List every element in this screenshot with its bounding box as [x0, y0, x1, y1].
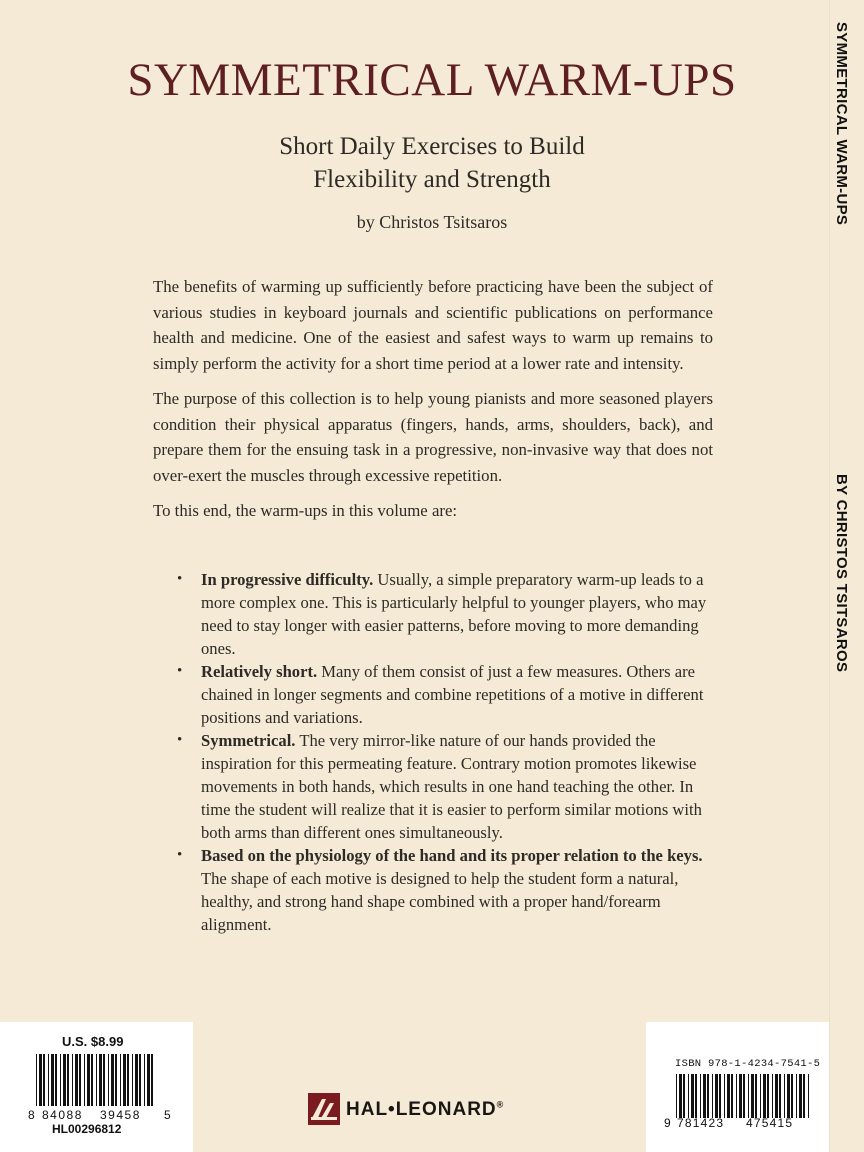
barcode-bar — [103, 1054, 105, 1106]
barcode-bar — [803, 1074, 805, 1118]
barcode-bar — [151, 1054, 153, 1106]
bullet-icon: • — [177, 571, 183, 587]
barcode-bar — [144, 1054, 145, 1106]
ean-first-digit: 9 — [664, 1116, 671, 1130]
barcode-bar — [99, 1054, 102, 1106]
barcode-bar — [79, 1054, 81, 1106]
barcode-bar — [707, 1074, 709, 1118]
upc-right-digits: 39458 — [100, 1108, 141, 1122]
barcode-bar — [739, 1074, 742, 1118]
barcode-bar — [60, 1054, 61, 1106]
isbn-label: ISBN 978-1-4234-7541-5 — [675, 1058, 821, 1070]
barcode-bar — [772, 1074, 773, 1118]
item-code: HL00296812 — [52, 1122, 122, 1136]
feature-heading: Relatively short. — [201, 662, 318, 681]
barcode-bar — [691, 1074, 694, 1118]
hal-leonard-logo-icon — [308, 1093, 340, 1125]
barcode-bar — [96, 1054, 97, 1106]
subtitle-line-2: Flexibility and Strength — [313, 166, 551, 193]
barcode-bar — [755, 1074, 757, 1118]
barcode-bar — [767, 1074, 769, 1118]
barcode-bar — [808, 1074, 809, 1118]
description-paragraph-3: To this end, the warm-ups in this volume are: — [153, 501, 458, 520]
barcode-bar — [779, 1074, 781, 1118]
barcode-bar — [91, 1054, 93, 1106]
barcode-bar — [775, 1074, 778, 1118]
barcode-bar — [43, 1054, 45, 1106]
feature-list — [177, 568, 717, 936]
barcode-bar — [676, 1074, 677, 1118]
barcode-bar — [715, 1074, 718, 1118]
barcode-bar — [703, 1074, 706, 1118]
publisher-name — [346, 1099, 504, 1121]
price-label: U.S. $8.99 — [62, 1034, 124, 1049]
barcode-bar — [67, 1054, 69, 1106]
spine-title: SYMMETRICAL WARM-UPS — [833, 22, 850, 226]
barcode-bar — [796, 1074, 797, 1118]
barcode-bar — [743, 1074, 745, 1118]
barcode-bar — [48, 1054, 49, 1106]
barcode-bar — [132, 1054, 133, 1106]
barcode-bar — [127, 1054, 129, 1106]
barcode-bar — [75, 1054, 78, 1106]
barcode-bar — [36, 1054, 37, 1106]
barcode-bar — [51, 1054, 54, 1106]
ean-right-digits: 475415 — [746, 1116, 794, 1130]
feature-heading: In progressive difficulty. — [201, 570, 374, 589]
bullet-icon: • — [177, 663, 183, 679]
barcode-bar — [683, 1074, 685, 1118]
barcode-bar — [108, 1054, 109, 1106]
ean-left-digits: 781423 — [677, 1116, 725, 1130]
isbn-barcode-box — [646, 1022, 830, 1152]
barcode-bar — [120, 1054, 121, 1106]
feature-text: The very mirror-like nature of our hands provided the inspiration for this permeating feature. Contrary motion promotes likewise movements in both hands, which results in one hand teaching the other. In time the student will realize that it is easier to perform similar motions with both arms than different ones simultaneously. — [201, 731, 702, 842]
barcode-bar — [84, 1054, 85, 1106]
book-title: SYMMETRICAL WARM-UPS — [127, 54, 737, 106]
feature-text: Usually, a simple preparatory warm-up leads to a more complex one. This is particularly helpful to younger players, who may need to stay longer with easier patterns, before moving to more demanding ones. — [201, 570, 707, 658]
publisher-logo — [308, 1093, 568, 1127]
barcode-bar — [784, 1074, 785, 1118]
price-barcode-box — [0, 1022, 193, 1152]
feature-item — [177, 568, 717, 660]
bullet-icon: • — [177, 732, 183, 748]
subtitle-line-1: Short Daily Exercises to Build — [279, 133, 585, 160]
upc-barcode-icon — [34, 1054, 158, 1106]
feature-item — [177, 729, 717, 844]
barcode-bar — [679, 1074, 682, 1118]
book-subtitle — [0, 130, 864, 196]
barcode-bar — [712, 1074, 713, 1118]
barcode-bar — [791, 1074, 793, 1118]
barcode-bar — [763, 1074, 766, 1118]
barcode-bar — [147, 1054, 150, 1106]
feature-text: The shape of each motive is designed to help the student form a natural, healthy, and strong hand shape combined with a proper hand/forearm alignment. — [201, 869, 679, 934]
barcode-bar — [748, 1074, 749, 1118]
feature-item — [177, 660, 717, 729]
upc-last-digit: 5 — [164, 1108, 171, 1122]
barcode-bar — [72, 1054, 73, 1106]
barcode-bar — [688, 1074, 689, 1118]
barcode-bar — [751, 1074, 754, 1118]
barcode-bar — [63, 1054, 66, 1106]
barcode-bar — [719, 1074, 721, 1118]
spine-author: BY CHRISTOS TSITSAROS — [833, 474, 850, 673]
barcode-bar — [111, 1054, 114, 1106]
barcode-bar — [727, 1074, 730, 1118]
bullet-icon: • — [177, 847, 183, 863]
isbn-barcode-icon — [674, 1074, 814, 1118]
barcode-bar — [123, 1054, 126, 1106]
description-paragraph-1: The benefits of warming up sufficiently before practicing have been the subject of various studies in keyboard journals and scientific publications on performance health and medicine. One of the easiest and safest ways to warm up remains to simply perform the activity for a short time period at a lower rate and intensity. — [153, 277, 713, 373]
upc-first-digit: 8 — [28, 1108, 35, 1122]
barcode-bar — [731, 1074, 733, 1118]
barcode-bar — [139, 1054, 141, 1106]
description — [153, 274, 713, 534]
upc-left-digits: 84088 — [42, 1108, 83, 1122]
barcode-bar — [87, 1054, 90, 1106]
publisher-name-text: HAL•LEONARD — [346, 1099, 497, 1120]
barcode-bar — [115, 1054, 117, 1106]
barcode-bar — [700, 1074, 701, 1118]
book-author: by Christos Tsitsaros — [356, 212, 508, 232]
registered-mark: ® — [496, 1099, 505, 1110]
barcode-bar — [724, 1074, 725, 1118]
barcode-bar — [799, 1074, 802, 1118]
description-paragraph-2: The purpose of this collection is to help young pianists and more seasoned players condition their physical apparatus (fingers, hands, arms, shoulders, back), and prepare them for the ensuing task in a progressive, non-invasive way that does not over-exert the muscles through excessive repetition. — [153, 389, 713, 485]
barcode-bar — [39, 1054, 42, 1106]
barcode-bar — [787, 1074, 790, 1118]
barcode-bar — [135, 1054, 138, 1106]
barcode-bar — [695, 1074, 697, 1118]
feature-text: Many of them consist of just a few measures. Others are chained in longer segments and combine repetitions of a motive in different positions and variations. — [201, 662, 704, 727]
feature-item — [177, 844, 717, 936]
barcode-bar — [760, 1074, 761, 1118]
feature-heading: Symmetrical. — [201, 731, 296, 750]
barcode-bar — [736, 1074, 737, 1118]
barcode-bar — [55, 1054, 57, 1106]
feature-heading: Based on the physiology of the hand and its proper relation to the keys. — [201, 846, 703, 865]
